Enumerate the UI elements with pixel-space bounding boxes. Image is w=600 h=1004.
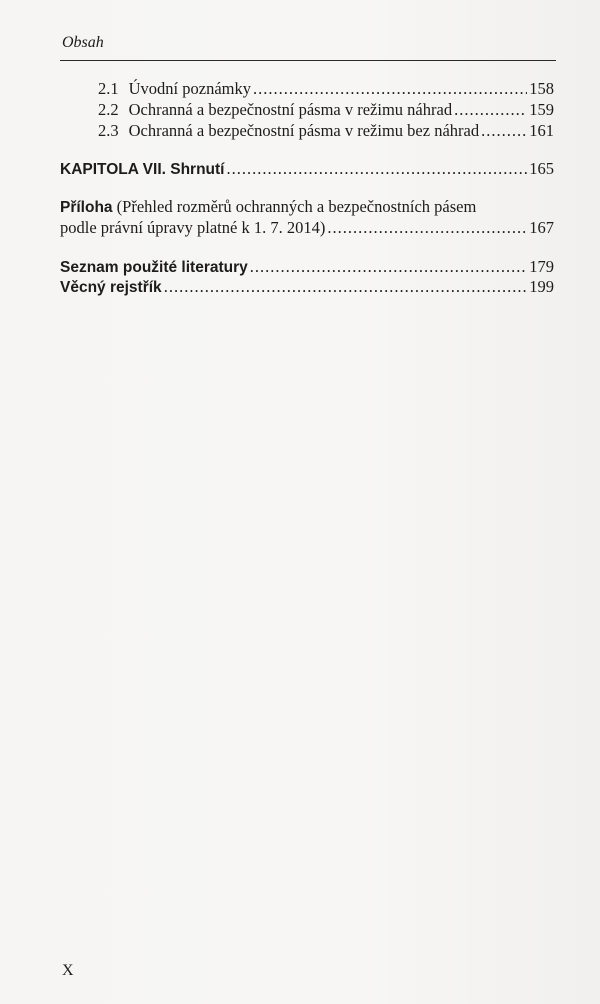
toc-entry-number: 2.2 [98, 100, 119, 119]
toc-entry[interactable] [98, 120, 554, 141]
toc-entry[interactable] [98, 78, 554, 99]
bleed-through-text [40, 300, 560, 950]
dot-leader [253, 78, 527, 99]
toc-appendix-entry-line2[interactable] [60, 217, 554, 238]
appendix-label: Příloha [60, 199, 113, 216]
dot-leader [327, 217, 527, 238]
toc-entry-number: 2.1 [98, 79, 119, 98]
dot-leader [481, 120, 527, 141]
toc-chapter-entry[interactable] [60, 158, 554, 180]
toc-entry-page: 158 [529, 79, 554, 98]
toc-entry-title: Ochranná a bezpečnostní pásma v režimu bez náhrad [128, 121, 480, 140]
dot-leader [250, 256, 527, 277]
literature-title: Seznam použité literatury [60, 259, 248, 276]
toc-entry-number: 2.3 [98, 121, 119, 140]
toc-entry-page: 159 [529, 100, 554, 119]
toc-literature-entry[interactable] [60, 256, 554, 278]
toc-index-entry[interactable] [60, 276, 554, 298]
index-page: 199 [529, 277, 554, 296]
appendix-page: 167 [529, 218, 554, 237]
toc-chapter-page: 165 [529, 159, 554, 178]
toc-entry[interactable] [98, 99, 554, 120]
literature-page: 179 [529, 257, 554, 276]
toc-chapter-title: KAPITOLA VII. Shrnutí [60, 161, 225, 178]
running-header: Obsah [62, 34, 104, 51]
toc-entry-title: Ochranná a bezpečnostní pásma v režimu náhrad [128, 100, 453, 119]
page-folio: X [62, 962, 74, 979]
toc-entry-page: 161 [529, 121, 554, 140]
toc-appendix-entry[interactable] [60, 196, 554, 218]
appendix-description: (Přehled rozměrů ochranných a bezpečnostních pásem [112, 197, 477, 216]
dot-leader [226, 158, 527, 179]
dot-leader [164, 276, 528, 297]
toc-entry-title: Úvodní poznámky [128, 79, 251, 98]
appendix-description-cont: podle právní úpravy platné k 1. 7. 2014) [60, 218, 326, 237]
header-rule [60, 60, 556, 61]
index-title: Věcný rejstřík [60, 279, 162, 296]
dot-leader [454, 99, 527, 120]
